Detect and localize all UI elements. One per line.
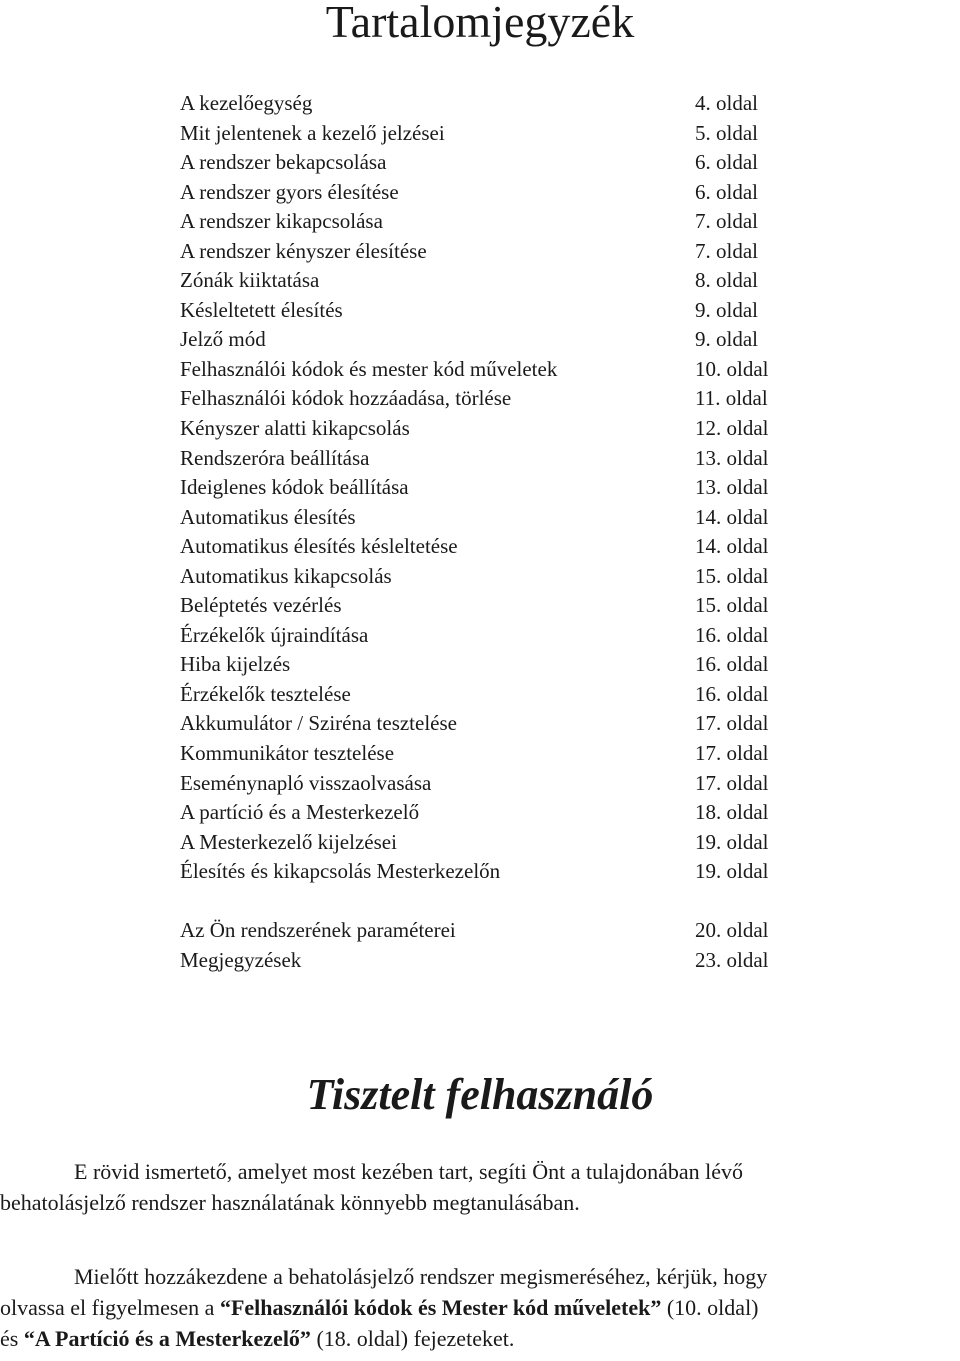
toc-entry-page: 17. oldal <box>695 711 769 736</box>
toc-entry-page: 15. oldal <box>695 563 769 588</box>
toc-entry <box>180 828 800 858</box>
toc-entry-label: Érzékelők tesztelése <box>180 681 351 706</box>
toc-entry-page: 19. oldal <box>695 859 769 884</box>
toc-entry-page: 8. oldal <box>695 268 758 293</box>
toc-entry-label: A rendszer kényszer élesítése <box>180 238 427 263</box>
toc-entry-label: Felhasználói kódok hozzáadása, törlése <box>180 386 512 411</box>
toc-entry-label: Rendszeróra beállítása <box>180 445 370 470</box>
toc-entry <box>180 650 800 680</box>
toc-entry <box>180 916 800 946</box>
toc-entry-label: A partíció és a Mesterkezelő <box>180 800 420 825</box>
toc-entry-page: 16. oldal <box>695 681 769 706</box>
toc-entry-page: 11. oldal <box>695 386 768 411</box>
toc-entry <box>180 473 800 503</box>
toc-entry-label: Kényszer alatti kikapcsolás <box>180 416 410 441</box>
toc-entry-label: Mit jelentenek a kezelő jelzései <box>180 120 445 145</box>
toc-entry-label: Akkumulátor / Sziréna tesztelése <box>180 711 457 736</box>
toc-entry-label: A Mesterkezelő kijelzései <box>180 829 397 854</box>
toc-entry-page: 20. oldal <box>695 918 769 943</box>
instruction-paragraph <box>0 1261 960 1354</box>
toc-entry-label: A rendszer bekapcsolása <box>180 150 387 175</box>
toc-entry-page: 16. oldal <box>695 652 769 677</box>
toc-entry <box>180 119 800 149</box>
toc-entry <box>180 444 800 474</box>
toc-entry-page: 14. oldal <box>695 534 769 559</box>
toc-entry <box>180 148 800 178</box>
toc-entry <box>180 621 800 651</box>
toc-entry <box>180 237 800 267</box>
toc-entry <box>180 946 800 976</box>
instruction-line-2-post: (10. oldal) <box>661 1295 759 1320</box>
toc-entry-page: 12. oldal <box>695 416 769 441</box>
toc-entry <box>180 562 800 592</box>
toc-entry-label: Automatikus élesítés <box>180 504 356 529</box>
toc-entry <box>180 384 800 414</box>
toc-entry <box>180 798 800 828</box>
toc-entry-label: A rendszer gyors élesítése <box>180 179 399 204</box>
toc-entry-label: Automatikus kikapcsolás <box>180 563 392 588</box>
toc-entry-label: Automatikus élesítés késleltetése <box>180 534 458 559</box>
instruction-line-2 <box>0 1292 960 1323</box>
chapter-ref-user-codes: “Felhasználói kódok és Mester kód műveletek” <box>219 1295 662 1320</box>
toc-entry-page: 4. oldal <box>695 91 758 115</box>
toc-entry <box>180 680 800 710</box>
toc-entry-page: 17. oldal <box>695 770 769 795</box>
toc-entry <box>180 178 800 208</box>
toc-entry <box>180 532 800 562</box>
toc-entry <box>180 709 800 739</box>
toc-entry-page: 14. oldal <box>695 504 769 529</box>
toc-entry <box>180 739 800 769</box>
toc-entry <box>180 414 800 444</box>
toc-entry-page: 15. oldal <box>695 593 769 618</box>
toc-entry-page: 10. oldal <box>695 356 769 381</box>
instruction-line-3-post: (18. oldal) fejezeteket. <box>310 1326 515 1351</box>
instruction-line-2-pre: olvassa el figyelmesen a <box>0 1295 220 1320</box>
toc-entry <box>180 591 800 621</box>
toc-entry-page: 13. oldal <box>695 475 769 500</box>
toc-entry-label: Késleltetett élesítés <box>180 297 343 322</box>
toc-entry <box>180 207 800 237</box>
toc-entry-label: Eseménynapló visszaolvasása <box>180 770 432 795</box>
toc-entry <box>180 89 800 119</box>
instruction-line-3-pre: és <box>0 1326 24 1351</box>
toc-entry-page: 13. oldal <box>695 445 769 470</box>
toc-entry-page: 19. oldal <box>695 829 769 854</box>
toc-entry <box>180 296 800 326</box>
toc-entry-page: 23. oldal <box>695 947 769 972</box>
toc-entry-page: 6. oldal <box>695 179 758 204</box>
toc-entry-label: Felhasználói kódok és mester kód műveletek <box>180 356 558 381</box>
toc-entry-page: 7. oldal <box>695 238 758 263</box>
toc-entry <box>180 355 800 385</box>
toc-entry <box>180 266 800 296</box>
toc-entry-page: 6. oldal <box>695 150 758 175</box>
toc-entry <box>180 325 800 355</box>
toc-entry-label: Ideiglenes kódok beállítása <box>180 475 409 500</box>
toc-entry-label: Jelző mód <box>180 327 266 352</box>
toc-entry-page: 17. oldal <box>695 741 769 766</box>
toc-entry-page: 5. oldal <box>695 120 758 145</box>
greeting-heading: Tisztelt felhasználó <box>306 1070 654 1119</box>
toc-entry-label: A rendszer kikapcsolása <box>180 209 383 234</box>
toc-entry <box>180 769 800 799</box>
toc-entry-label: Kommunikátor tesztelése <box>180 741 395 766</box>
toc-entry-page: 9. oldal <box>695 297 758 322</box>
intro-paragraph <box>0 1156 960 1218</box>
page-title: Tartalomjegyzék <box>325 0 635 47</box>
instruction-line-1: Mielőtt hozzákezdene a behatolásjelző rendszer megismeréséhez, kérjük, hogy <box>74 1264 768 1289</box>
toc-entry-label: Élesítés és kikapcsolás Mesterkezelőn <box>180 859 501 884</box>
toc-entry <box>180 503 800 533</box>
toc-entry-label: Hiba kijelzés <box>180 652 291 677</box>
toc-entry-label: Beléptetés vezérlés <box>180 593 342 618</box>
toc-entry-label: Zónák kiiktatása <box>180 268 320 293</box>
table-of-contents <box>180 89 800 975</box>
toc-entry-label: Az Ön rendszerének paraméterei <box>180 918 456 943</box>
instruction-line-3 <box>0 1323 960 1354</box>
toc-entry <box>180 857 800 887</box>
toc-entry-label: Megjegyzések <box>180 947 302 972</box>
toc-entry-label: A kezelőegység <box>180 91 313 115</box>
intro-line-1: E rövid ismertető, amelyet most kezében tart, segíti Önt a tulajdonában lévő <box>74 1159 743 1184</box>
toc-entry-page: 18. oldal <box>695 800 769 825</box>
toc-entry-page: 16. oldal <box>695 622 769 647</box>
toc-entry-page: 9. oldal <box>695 327 758 352</box>
intro-line-2: behatolásjelző rendszer használatának könnyebb megtanulásában. <box>0 1190 580 1215</box>
toc-entry-label: Érzékelők újraindítása <box>180 622 369 647</box>
toc-entry-page: 7. oldal <box>695 209 758 234</box>
chapter-ref-partition: “A Partíció és a Mesterkezelő” <box>23 1326 311 1351</box>
